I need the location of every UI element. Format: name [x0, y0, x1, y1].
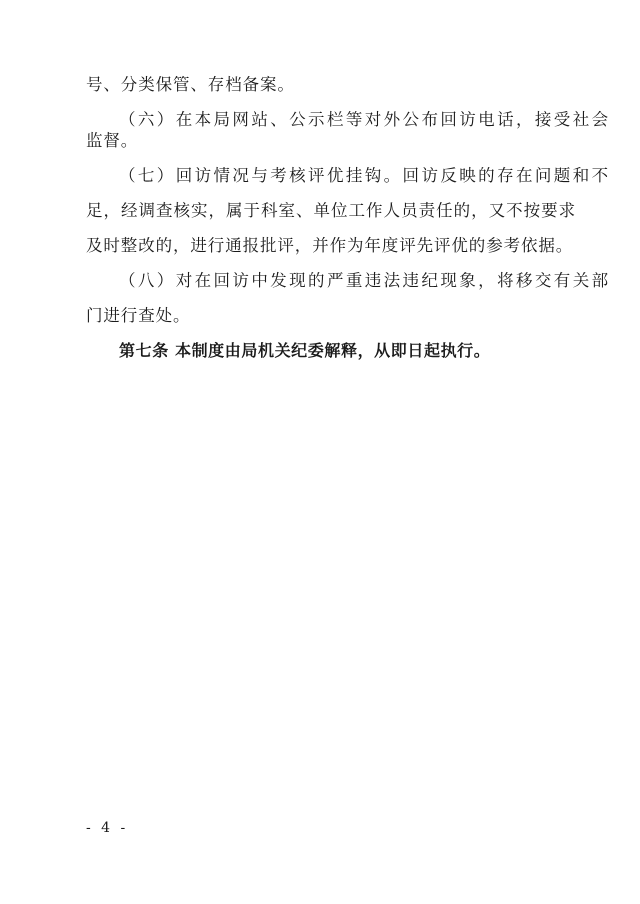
paragraph-archive — [86, 74, 576, 95]
text-line: （八）对在回访中发现的严重违法违纪现象，将移交有关部 — [119, 271, 609, 290]
article-heading-line: 第七条 本制度由局机关纪委解释，从即日起执行。 — [119, 341, 491, 360]
text-line: 及时整改的，进行通报批评，并作为年度评先评优的参考依据。 — [86, 236, 574, 255]
page-number: - 4 - — [86, 820, 129, 836]
paragraph-item-7 — [86, 165, 609, 256]
text-line: 足，经调查核实，属于科室、单位工作人员责任的，又不按要求 — [86, 201, 576, 220]
paragraph-article-7 — [86, 340, 576, 361]
text-line: （六）在本局网站、公示栏等对外公布回访电话，接受社会 — [119, 110, 609, 129]
text-line: 号、分类保管、存档备案。 — [86, 75, 295, 94]
text-line: 监督。 — [86, 131, 139, 150]
document-body — [86, 74, 609, 361]
paragraph-item-6 — [86, 109, 609, 151]
paragraph-item-8 — [86, 270, 609, 326]
text-line: （七）回访情况与考核评优挂钩。回访反映的存在问题和不 — [119, 166, 609, 185]
text-line: 门进行查处。 — [86, 306, 191, 325]
